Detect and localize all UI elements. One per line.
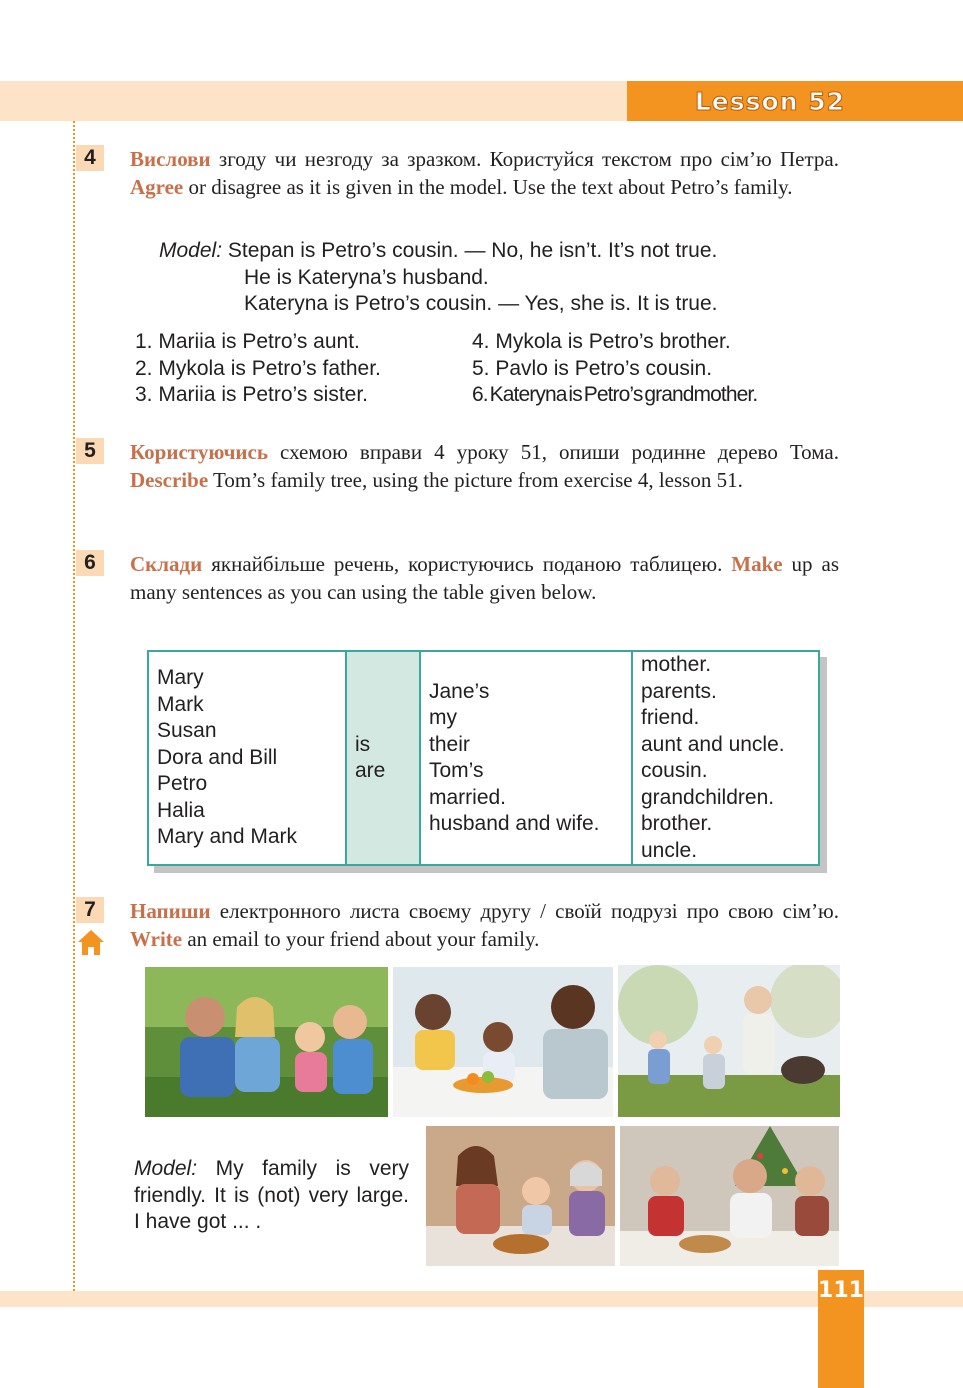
exercise-4-instruction: [130, 145, 839, 201]
home-icon: [77, 928, 105, 956]
instruction-uk: електронного листа своєму другу / своїй подрузі про свою сім’ю.: [210, 899, 839, 923]
table-cell: cousin.: [641, 759, 708, 782]
table-cell: is: [355, 732, 371, 756]
exercise-4-items-right: [472, 329, 842, 409]
exercise-7-model: [134, 1156, 409, 1236]
list-item: 1. Mariia is Petro’s aunt.: [135, 330, 360, 353]
list-item: 4. Mykola is Petro’s brother.: [472, 330, 731, 353]
family-photo-dinner: [426, 1126, 615, 1266]
exercise-number-7: 7: [76, 897, 104, 923]
instruction-uk: якнайбільше речень, користуючись поданою таблицею.: [202, 552, 732, 576]
model-text: My family is very friendly. It is (not) very large. I have got ... .: [134, 1157, 409, 1233]
model-line: He is Kateryna’s husband.: [244, 265, 489, 289]
table-column-relations: [631, 652, 818, 864]
table-cell: my: [429, 706, 457, 729]
exercise-number-5: 5: [76, 438, 104, 464]
keyword-en: Write: [130, 927, 183, 951]
list-item: 3. Mariia is Petro’s sister.: [135, 383, 369, 406]
table-column-verbs: [345, 652, 419, 864]
keyword-en: Describe: [130, 468, 209, 492]
table-cell: friend.: [641, 706, 700, 729]
page-number: 111: [818, 1278, 864, 1303]
table-cell: Mark: [157, 692, 204, 716]
table-cell: aunt and uncle.: [641, 732, 785, 756]
instruction-en: up as many sentences as you can using the table given below.: [130, 552, 839, 604]
exercise-4-model: [159, 238, 839, 318]
keyword-uk: Склади: [130, 552, 203, 576]
table-cell: husband and wife.: [429, 812, 600, 835]
table-cell: Tom’s: [429, 759, 484, 782]
exercise-number-4: 4: [76, 145, 104, 171]
keyword-uk: Напиши: [130, 899, 211, 923]
table-cell: grandchildren.: [641, 785, 775, 809]
instruction-en: an email to your friend about your family.: [182, 927, 540, 951]
keyword-en: Agree: [130, 175, 184, 199]
table-cell: Dora and Bill: [157, 745, 278, 769]
model-label: Model:: [134, 1157, 198, 1180]
table-cell: Susan: [157, 719, 217, 743]
instruction-uk: схемою вправи 4 уроку 51, опиши родинне дерево Тома.: [267, 440, 839, 464]
table-cell: mother.: [641, 653, 712, 676]
table-cell: parents.: [641, 679, 717, 703]
family-photo-walk: [618, 965, 840, 1117]
keyword-uk: Користуючись: [130, 440, 268, 464]
table-column-subjects: [149, 652, 345, 864]
instruction-uk: згоду чи незгоду за зразком. Користуйся текстом про сім’ю Петра.: [210, 147, 839, 171]
instruction-en: Tom’s family tree, using the picture from exercise 4, lesson 51.: [208, 468, 743, 492]
keyword-uk: Вислови: [130, 147, 211, 171]
family-photo-kitchen: [393, 967, 613, 1117]
table-cell: Jane’s: [429, 679, 490, 703]
table-cell: Mary: [157, 666, 204, 690]
exercise-6-instruction: [130, 550, 839, 606]
lesson-header: [627, 81, 963, 121]
table-column-possessives: [419, 652, 631, 864]
list-item: 6. Kateryna is Petro’s grandmother.: [472, 383, 758, 406]
model-label: Model:: [159, 239, 223, 262]
list-item: 5. Pavlo is Petro’s cousin.: [472, 356, 713, 380]
model-line: Stepan is Petro’s cousin. — No, he isn’t. It’s not true.: [227, 239, 718, 262]
instruction-en: or disagree as it is given in the model. Use the text about Petro’s family.: [183, 175, 793, 199]
margin-dotted-line: [73, 121, 75, 1291]
list-item: 2. Mykola is Petro’s father.: [135, 356, 381, 380]
exercise-5-instruction: [130, 438, 839, 494]
exercise-number-6: 6: [76, 550, 104, 576]
family-photo-holiday: [620, 1126, 839, 1266]
exercise-7-instruction: [130, 897, 839, 953]
model-line: Kateryna is Petro’s cousin. — Yes, she is. It is true.: [244, 292, 718, 315]
lesson-title: Lesson 52: [694, 86, 845, 116]
substitution-table: [147, 650, 820, 866]
table-cell: Petro: [157, 772, 208, 796]
table-cell: brother.: [641, 812, 713, 835]
table-cell: are: [355, 759, 386, 782]
family-photo-park: [145, 967, 388, 1117]
table-cell: uncle.: [641, 838, 698, 862]
table-cell: married.: [429, 785, 507, 809]
exercise-4-items-left: [135, 329, 465, 409]
table-cell: their: [429, 732, 470, 756]
table-cell: Halia: [157, 798, 205, 822]
table-cell: Mary and Mark: [157, 825, 298, 849]
keyword-en: Make: [731, 552, 783, 576]
